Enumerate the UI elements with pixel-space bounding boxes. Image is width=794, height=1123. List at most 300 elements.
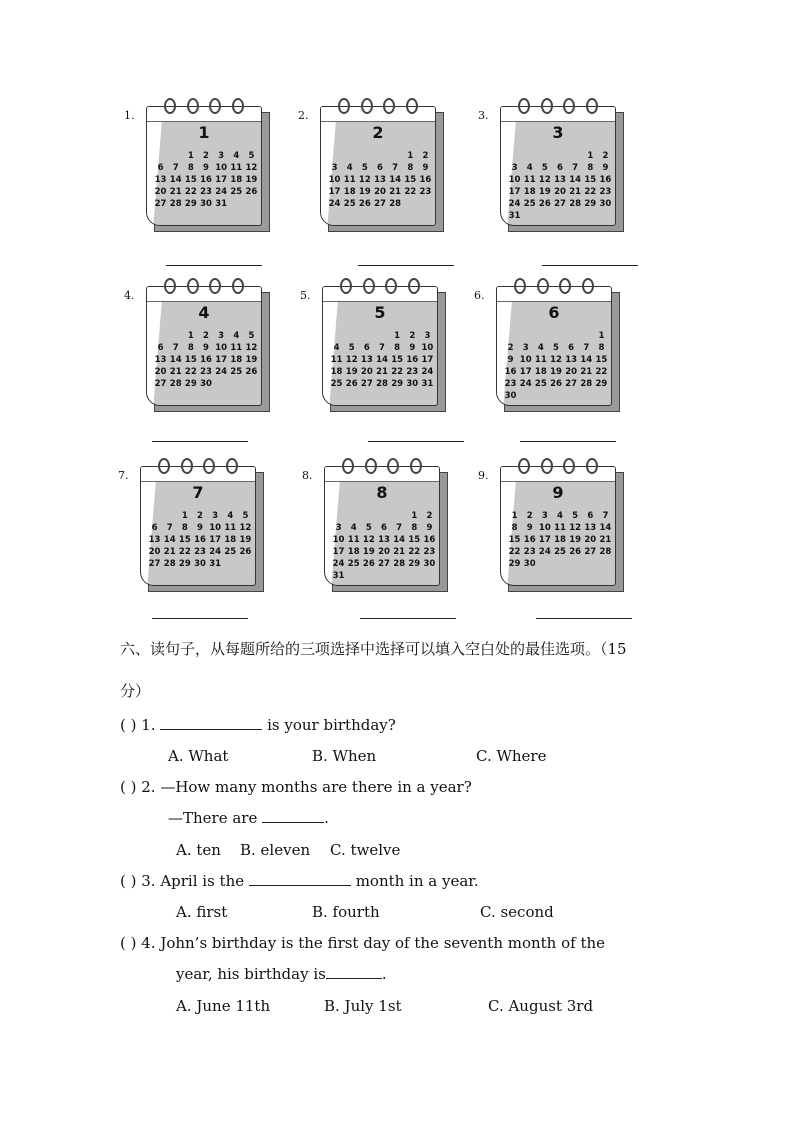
calendar-day: 21 <box>569 187 582 197</box>
calendar-day: 11 <box>554 523 566 533</box>
calendar-day: 23 <box>523 547 536 557</box>
calendar-day: 27 <box>360 379 373 389</box>
q3-blank[interactable] <box>249 884 351 886</box>
calendar-day: 28 <box>163 559 176 569</box>
calendar-day: 25 <box>554 547 566 557</box>
calendar-day: 9 <box>409 343 416 353</box>
calendar-day: 4 <box>227 511 234 521</box>
calendar-number-label: 7. <box>118 469 129 482</box>
calendar-number-label: 3. <box>478 109 489 122</box>
calendar-day: 19 <box>550 367 562 377</box>
calendar-9 <box>478 464 644 604</box>
calendar-day: 7 <box>172 343 179 353</box>
calendar-page <box>500 466 616 586</box>
calendar-day: 5 <box>248 331 255 341</box>
calendar-day: 11 <box>534 355 547 365</box>
calendar-day: 9 <box>507 355 514 365</box>
ring-icon <box>338 98 350 114</box>
calendar-day: 27 <box>374 199 386 209</box>
calendar-day: 25 <box>523 199 536 209</box>
calendar-day: 15 <box>595 355 608 365</box>
calendar-day: 8 <box>511 523 518 533</box>
calendar-day: 15 <box>508 535 521 545</box>
calendar-day: 16 <box>504 367 517 377</box>
calendar-day <box>518 331 533 341</box>
calendar-day: 29 <box>391 379 404 389</box>
calendar-day: 24 <box>332 559 345 569</box>
calendar-days <box>327 151 433 209</box>
ring-icon <box>209 278 221 294</box>
ring-icon <box>232 278 244 294</box>
calendar-day: 19 <box>362 547 375 557</box>
calendar-day: 6 <box>157 163 164 173</box>
ring-icon <box>187 98 199 114</box>
calendar-day: 30 <box>504 391 517 401</box>
calendar-day: 5 <box>541 163 548 173</box>
binder-rings <box>518 458 598 480</box>
calendar-day: 2 <box>203 331 209 341</box>
calendar-day: 2 <box>203 151 209 161</box>
calendar-day <box>359 331 374 341</box>
calendar-day: 26 <box>239 547 252 557</box>
calendar-day: 24 <box>508 199 521 209</box>
q2-period: . <box>324 809 329 827</box>
calendar-day: 17 <box>328 187 341 197</box>
calendar-day: 31 <box>508 211 521 221</box>
calendar-number-label: 8. <box>302 469 313 482</box>
calendar-day: 28 <box>169 199 182 209</box>
calendar-day: 5 <box>242 511 249 521</box>
calendar-day: 31 <box>421 379 434 389</box>
calendar-day <box>564 331 579 341</box>
calendar-day: 26 <box>538 199 551 209</box>
calendar-day <box>522 151 537 161</box>
calendar-day: 20 <box>565 367 578 377</box>
calendar-day: 11 <box>523 175 536 185</box>
ring-icon <box>164 278 176 294</box>
calendar-day: 23 <box>200 367 212 377</box>
calendar-day: 21 <box>580 367 593 377</box>
calendar-day: 3 <box>522 343 529 353</box>
calendar-day: 12 <box>550 355 562 365</box>
calendar-day <box>552 151 567 161</box>
calendar-day: 10 <box>209 523 222 533</box>
q3-option-b[interactable]: B. fourth <box>312 903 380 921</box>
calendar-day: 4 <box>346 163 353 173</box>
calendar-day: 2 <box>426 511 433 521</box>
calendar-day: 21 <box>389 187 402 197</box>
q1-option-b[interactable]: B. When <box>312 747 377 765</box>
q3-option-c[interactable]: C. second <box>480 903 554 921</box>
q4-option-b[interactable]: B. July 1st <box>324 997 402 1015</box>
calendar-day <box>153 331 168 341</box>
calendar-day: 26 <box>550 379 562 389</box>
calendar-day: 12 <box>569 523 582 533</box>
calendar-day: 18 <box>230 175 243 185</box>
binder-rings <box>514 278 594 300</box>
calendar-day: 28 <box>580 379 593 389</box>
calendar-day <box>537 151 552 161</box>
calendar-day: 14 <box>169 175 182 185</box>
calendar-day: 23 <box>200 187 212 197</box>
q2-blank[interactable] <box>262 821 324 823</box>
calendar-day: 16 <box>423 535 436 545</box>
ring-icon <box>582 278 594 294</box>
calendar-day: 4 <box>350 523 357 533</box>
calendar-day: 30 <box>406 379 419 389</box>
calendar-day: 10 <box>421 343 434 353</box>
calendar-day: 26 <box>245 367 258 377</box>
calendar-day: 19 <box>569 535 582 545</box>
calendar-day: 9 <box>203 343 209 353</box>
calendar-day: 3 <box>218 151 225 161</box>
calendar-day: 2 <box>507 343 514 353</box>
answer-line-9[interactable] <box>536 618 632 619</box>
calendar-day: 15 <box>584 175 597 185</box>
ring-icon <box>340 278 352 294</box>
calendar-day: 12 <box>245 343 258 353</box>
calendar-number-label: 6. <box>474 289 485 302</box>
calendar-day: 23 <box>419 187 432 197</box>
calendar-day: 29 <box>595 379 608 389</box>
calendar-day: 17 <box>332 547 345 557</box>
calendar-month-number: 9 <box>552 483 564 502</box>
calendar-day: 5 <box>248 151 255 161</box>
calendar-day: 25 <box>230 367 243 377</box>
calendar-day: 9 <box>197 523 203 533</box>
ring-icon <box>541 458 553 474</box>
calendar-day: 9 <box>422 163 429 173</box>
calendar-day: 12 <box>358 175 371 185</box>
calendar-day: 11 <box>224 523 237 533</box>
calendar-day: 24 <box>209 547 222 557</box>
calendar-day: 26 <box>358 199 371 209</box>
calendar-day: 13 <box>360 355 373 365</box>
calendar-day: 3 <box>511 163 518 173</box>
answer-line-1[interactable] <box>166 265 262 266</box>
calendar-day: 1 <box>598 331 605 341</box>
calendar-month-number: 3 <box>552 123 564 142</box>
ring-icon <box>187 278 199 294</box>
calendar-day: 15 <box>184 355 197 365</box>
calendar-day: 7 <box>572 163 579 173</box>
calendar-day: 1 <box>407 151 414 161</box>
calendar-day: 30 <box>200 379 212 389</box>
calendar-day: 14 <box>389 175 402 185</box>
calendar-day: 18 <box>224 535 237 545</box>
calendar-days <box>331 511 437 581</box>
calendar-day: 13 <box>374 175 386 185</box>
calendar-day: 5 <box>553 343 559 353</box>
calendar-day: 20 <box>374 187 386 197</box>
calendar-page <box>324 466 440 586</box>
binder-rings <box>164 98 244 120</box>
calendar-page <box>320 106 436 226</box>
binder-rings <box>158 458 238 480</box>
calendar-day: 31 <box>209 559 222 569</box>
calendar-day: 27 <box>584 547 597 557</box>
calendar-number-label: 2. <box>298 109 309 122</box>
calendar-day: 25 <box>230 187 243 197</box>
ring-icon <box>518 98 530 114</box>
q2-option-c[interactable]: C. twelve <box>330 841 401 859</box>
q4-period: . <box>381 965 387 983</box>
q4-line2-text: year, his birthday is <box>176 965 326 983</box>
calendar-day: 1 <box>411 511 418 521</box>
calendar-day: 4 <box>233 151 240 161</box>
calendar-day: 6 <box>363 343 370 353</box>
q2-text: ( ) 2. —How many months are there in a year? <box>120 778 472 796</box>
calendar-day: 6 <box>157 343 164 353</box>
calendar-day: 19 <box>245 355 258 365</box>
calendar-day: 22 <box>184 367 197 377</box>
calendar-day: 7 <box>379 343 385 353</box>
binder-rings <box>338 98 418 120</box>
q2-option-a[interactable]: A. ten <box>176 841 221 859</box>
calendar-day: 17 <box>421 355 434 365</box>
calendar-day: 13 <box>154 175 167 185</box>
calendar-month-number: 1 <box>198 123 210 142</box>
calendar-day: 3 <box>335 523 342 533</box>
calendar-day: 12 <box>538 175 551 185</box>
calendar-day: 24 <box>215 367 228 377</box>
calendar-day: 29 <box>184 199 197 209</box>
calendar-day: 28 <box>569 199 582 209</box>
calendar-day: 5 <box>348 343 355 353</box>
calendar-day: 23 <box>504 379 517 389</box>
question-1 <box>120 716 396 734</box>
calendar-day: 20 <box>360 367 373 377</box>
calendar-day: 18 <box>347 547 360 557</box>
calendar-day: 8 <box>587 163 594 173</box>
calendar-day: 2 <box>526 511 533 521</box>
calendar-day: 20 <box>378 547 390 557</box>
calendar-day: 13 <box>148 535 161 545</box>
calendar-day: 14 <box>580 355 593 365</box>
calendar-page <box>146 286 262 406</box>
calendar-day: 30 <box>423 559 436 569</box>
calendar-day <box>361 511 376 521</box>
calendar-day: 14 <box>393 535 406 545</box>
calendar-day: 19 <box>345 367 358 377</box>
calendar-8 <box>302 464 468 604</box>
calendar-day: 11 <box>230 343 243 353</box>
calendar-day: 16 <box>194 535 206 545</box>
calendar-1 <box>124 104 290 244</box>
calendar-day: 16 <box>523 535 536 545</box>
q4-blank[interactable] <box>326 977 382 979</box>
answer-line-4[interactable] <box>152 441 248 442</box>
calendar-day: 1 <box>187 331 194 341</box>
ring-icon <box>563 458 575 474</box>
calendar-day: 19 <box>538 187 551 197</box>
calendar-day: 23 <box>194 547 206 557</box>
calendar-day: 6 <box>381 523 387 533</box>
answer-line-5[interactable] <box>368 441 464 442</box>
q4-option-a[interactable]: A. June 11th <box>176 997 271 1015</box>
calendar-day: 24 <box>519 379 532 389</box>
ring-icon <box>387 458 399 474</box>
ring-icon <box>586 458 598 474</box>
answer-line-8[interactable] <box>360 618 456 619</box>
calendar-day: 27 <box>565 379 578 389</box>
question-3 <box>120 872 479 890</box>
calendar-day: 7 <box>396 523 403 533</box>
calendar-day: 23 <box>423 547 436 557</box>
calendar-day: 10 <box>538 523 551 533</box>
calendar-day: 19 <box>245 175 258 185</box>
calendar-day: 28 <box>599 547 612 557</box>
calendar-month-number: 8 <box>376 483 388 502</box>
ring-icon <box>383 98 395 114</box>
calendar-day: 30 <box>523 559 536 569</box>
calendar-day: 1 <box>187 151 194 161</box>
calendar-day: 8 <box>187 163 194 173</box>
answer-line-3[interactable] <box>542 265 638 266</box>
calendar-day: 26 <box>345 379 358 389</box>
calendar-day: 8 <box>411 523 418 533</box>
q1-option-a[interactable]: A. What <box>168 747 229 765</box>
calendar-day: 27 <box>154 379 167 389</box>
calendar-day: 7 <box>172 163 179 173</box>
ring-icon <box>410 458 422 474</box>
ring-icon <box>203 458 215 474</box>
calendar-day: 25 <box>330 379 343 389</box>
ring-icon <box>563 98 575 114</box>
calendar-day: 8 <box>598 343 605 353</box>
calendar-number-label: 9. <box>478 469 489 482</box>
q2-line2-text: —There are <box>168 809 258 827</box>
calendar-day <box>388 151 403 161</box>
calendar-day: 16 <box>200 355 212 365</box>
calendar-day: 22 <box>408 547 421 557</box>
calendar-day: 4 <box>333 343 340 353</box>
calendar-day <box>548 331 563 341</box>
calendar-day: 8 <box>394 343 401 353</box>
calendar-day: 4 <box>537 343 544 353</box>
calendar-day: 5 <box>361 163 368 173</box>
calendar-month-number: 4 <box>198 303 210 322</box>
calendar-day <box>327 151 342 161</box>
calendar-day: 24 <box>421 367 434 377</box>
calendar-day: 3 <box>541 511 548 521</box>
calendar-day: 17 <box>215 175 228 185</box>
q2-option-b[interactable]: B. eleven <box>240 841 311 859</box>
calendar-day <box>376 511 391 521</box>
calendar-day <box>147 511 162 521</box>
calendar-day: 30 <box>200 199 212 209</box>
calendar-day: 5 <box>572 511 579 521</box>
calendar-month-number: 2 <box>372 123 384 142</box>
calendar-day: 12 <box>345 355 358 365</box>
binder-rings <box>342 458 422 480</box>
calendar-day: 14 <box>569 175 582 185</box>
answer-line-2[interactable] <box>358 265 454 266</box>
ring-icon <box>385 278 397 294</box>
calendar-day: 10 <box>332 535 345 545</box>
calendar-day: 23 <box>599 187 612 197</box>
calendar-days <box>153 151 259 209</box>
calendar-day <box>372 151 387 161</box>
calendar-day: 7 <box>392 163 399 173</box>
calendar-day: 12 <box>245 163 258 173</box>
calendar-day: 22 <box>391 367 404 377</box>
calendar-day: 27 <box>554 199 566 209</box>
calendar-day: 13 <box>154 355 167 365</box>
calendar-3 <box>478 104 644 244</box>
binder-rings <box>518 98 598 120</box>
calendar-days <box>147 511 253 569</box>
q1-blank[interactable] <box>160 728 262 730</box>
ring-icon <box>541 98 553 114</box>
ring-icon <box>365 458 377 474</box>
calendar-day: 25 <box>347 559 360 569</box>
calendar-day <box>357 151 372 161</box>
calendar-2 <box>298 104 464 244</box>
calendar-day: 24 <box>538 547 551 557</box>
calendar-day: 31 <box>332 571 345 581</box>
calendar-day: 14 <box>599 523 612 533</box>
q3-text: ( ) 3. April is the <box>120 872 245 890</box>
calendar-month-number: 7 <box>192 483 204 502</box>
calendar-day: 10 <box>328 175 341 185</box>
calendar-day: 23 <box>406 367 419 377</box>
ring-icon <box>164 98 176 114</box>
calendar-day: 21 <box>169 187 182 197</box>
question-2-line2 <box>168 809 329 827</box>
ring-icon <box>406 98 418 114</box>
calendar-day: 29 <box>178 559 191 569</box>
ring-icon <box>342 458 354 474</box>
binder-rings <box>340 278 420 300</box>
calendar-day <box>162 511 177 521</box>
calendar-day: 15 <box>184 175 197 185</box>
calendar-day: 20 <box>154 367 167 377</box>
calendar-day: 6 <box>587 511 594 521</box>
calendar-day <box>392 511 407 521</box>
calendar-page <box>146 106 262 226</box>
q1-option-c[interactable]: C. Where <box>476 747 547 765</box>
calendar-day: 29 <box>584 199 597 209</box>
calendar-day: 27 <box>154 199 167 209</box>
calendar-day: 25 <box>343 199 356 209</box>
calendar-day <box>153 151 168 161</box>
calendar-day <box>568 151 583 161</box>
calendar-day: 7 <box>583 343 590 353</box>
calendar-day <box>168 151 183 161</box>
answer-line-7[interactable] <box>152 618 248 619</box>
calendar-day: 20 <box>554 187 566 197</box>
q3-option-a[interactable]: A. first <box>176 903 228 921</box>
calendar-days <box>507 511 613 569</box>
section-title-cont: 分） <box>120 682 151 700</box>
calendar-day: 7 <box>166 523 173 533</box>
ring-icon <box>363 278 375 294</box>
calendar-day <box>329 331 344 341</box>
q4-option-c[interactable]: C. August 3rd <box>488 997 594 1015</box>
calendar-day: 22 <box>595 367 608 377</box>
calendar-day: 29 <box>508 559 521 569</box>
ring-icon <box>232 98 244 114</box>
calendar-day: 11 <box>347 535 360 545</box>
calendar-day: 22 <box>404 187 417 197</box>
calendar-day: 6 <box>557 163 563 173</box>
calendar-day: 17 <box>519 367 532 377</box>
section-title: 六、读句子，从每题所给的三项选择中选择可以填入空白处的最佳选项。（15 <box>120 640 627 658</box>
calendar-days <box>153 331 259 389</box>
calendar-day: 4 <box>557 511 563 521</box>
answer-line-6[interactable] <box>520 441 616 442</box>
